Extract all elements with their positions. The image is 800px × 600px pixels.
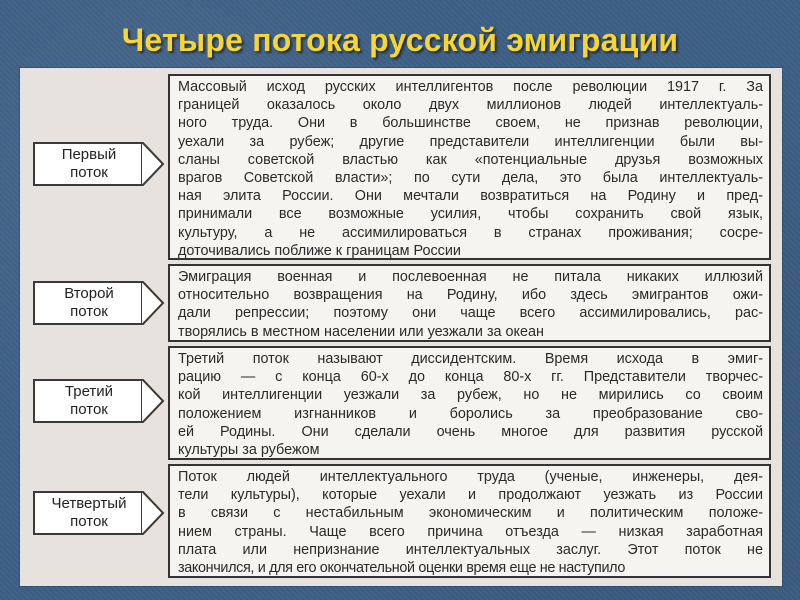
text-line: доточивались поближе к границам России (178, 242, 461, 259)
text-line: творялись в местном населении или уезжали за океан (178, 323, 544, 340)
stream-label-line: Третий (64, 383, 114, 400)
stream-label-line: поток (70, 401, 108, 418)
stream-label-line: поток (70, 513, 108, 530)
text-line: уехали за рубеж; другие представители интеллигенции были вы- (178, 133, 763, 150)
arrow-icon (141, 281, 165, 325)
text-line: Третий поток называют диссидентским. Время исхода в эмиг- (178, 351, 763, 367)
stream-description-second (168, 264, 771, 342)
text-line: ей Родины. Они сделали очень многое для развития русской (178, 423, 763, 440)
text-line: кой интеллигенции уезжали за рубеж, но не мирились со своим (178, 387, 763, 404)
stream-label-second (33, 281, 143, 325)
text-line: плата или непризнание интеллектуальных заслуг. Этот поток не (178, 541, 763, 558)
stream-label-first (33, 142, 143, 186)
arrow-icon (141, 379, 165, 423)
slide-title: Четыре потока русской эмиграции (121, 22, 679, 58)
text-line: дали репрессии; поэтому они чаще всего ассимилировались, рас- (178, 305, 763, 322)
text-line: Поток людей интеллектуального труда (ученые, инженеры, дея- (178, 469, 763, 485)
text-line: принимали все возможные усилия, чтобы сохранить свой язык, (178, 206, 763, 223)
stream-label-line: поток (70, 164, 108, 181)
text-line: ного труда. Они в большинстве своем, не признав революции, (178, 115, 763, 132)
stream-label-line: Четвертый (51, 495, 127, 512)
text-line: ная элита России. Они мечтали возвратиться на Родину и пред- (178, 188, 763, 205)
text-line: положением изгнанников и боролись за преобразование сво- (178, 405, 763, 422)
text-line: культуры за рубежом (178, 442, 320, 459)
arrow-icon (141, 491, 165, 535)
text-line: Эмиграция военная и послевоенная не питала никаких иллюзий (178, 269, 763, 285)
text-line: закончился, и для его окончательной оценки время еще не наступило (178, 560, 625, 577)
text-line: культуру, а не ассимилироваться в странах проживания; сосре- (178, 224, 763, 241)
stream-label-fourth (33, 491, 143, 535)
text-line: границей оказалось около двух миллионов людей интеллектуаль- (178, 97, 763, 114)
text-line: относительно возвращения на Родину, ибо здесь эмигрантов ожи- (178, 287, 763, 304)
text-line: Массовый исход русских интеллигентов после революции 1917 г. За (178, 79, 763, 95)
text-line: нием страны. Чаще всего причина отъезда — низкая заработная (178, 523, 763, 540)
stream-label-line: поток (70, 303, 108, 320)
text-line: в связи с нестабильным экономическим и политическим положе- (178, 505, 763, 522)
arrow-icon (141, 142, 165, 186)
stream-label-line: Второй (64, 285, 114, 302)
stream-description-first (168, 74, 771, 260)
stream-label-third (33, 379, 143, 423)
stream-description-fourth (168, 464, 771, 578)
text-line: врагов Советской власти»; по сути дела, это была интеллектуаль- (178, 170, 763, 187)
text-line: рацию — с конца 60-х до конца 80-х гг. Представители творчес- (178, 369, 763, 386)
stream-description-third (168, 346, 771, 460)
content-panel (20, 68, 782, 586)
text-line: сланы советской властью как «потенциальные друзья возможных (178, 151, 763, 168)
stream-label-line: Первый (61, 146, 117, 163)
text-line: тели культуры), которые уехали и продолжают уезжать из России (178, 487, 763, 504)
